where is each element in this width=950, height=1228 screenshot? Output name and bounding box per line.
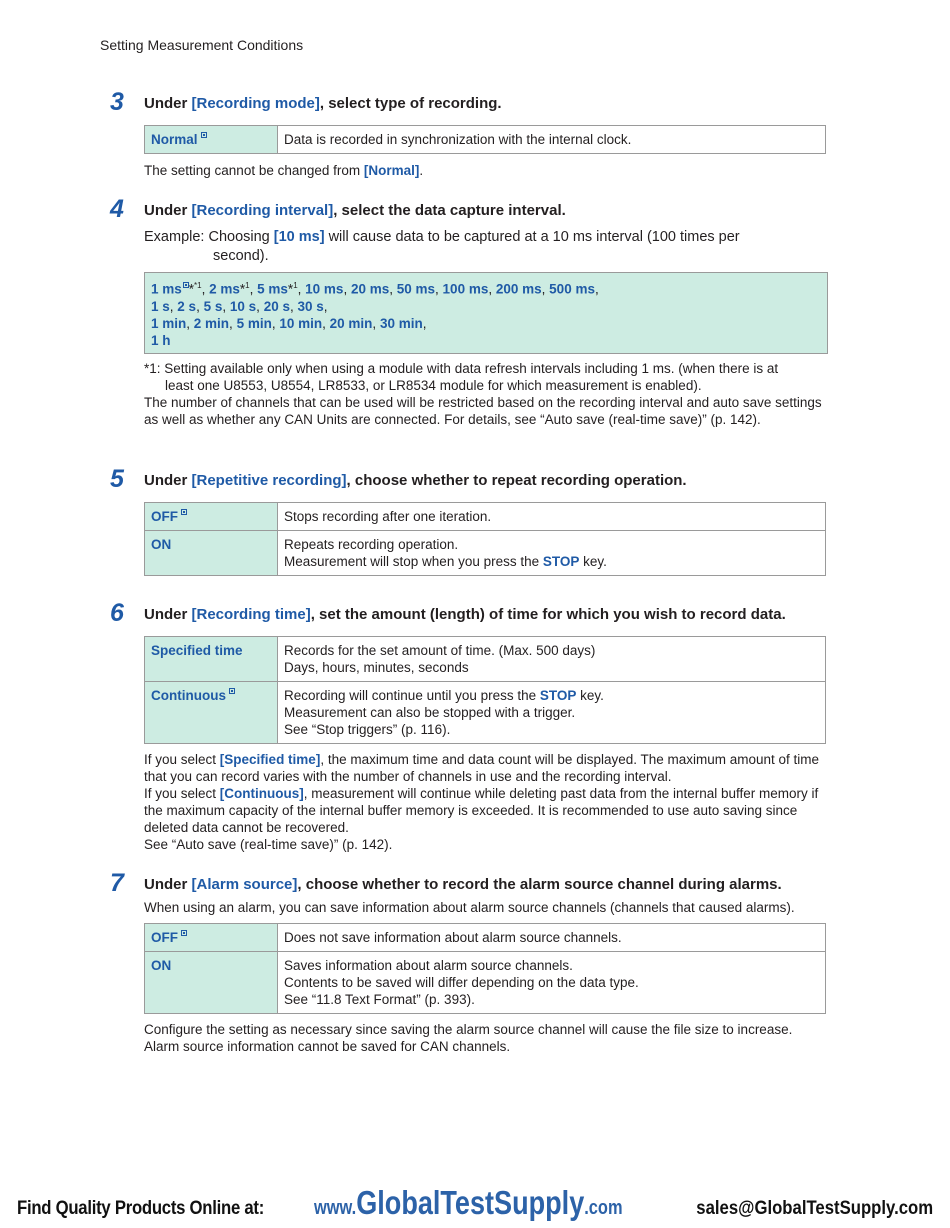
table-row (145, 126, 826, 154)
option-description: Recording will continue until you press the STOP key. Measurement can also be stopped with a trigger. See “Stop triggers” (p. 116). (278, 682, 826, 744)
option-key: OFF (145, 503, 278, 531)
setting-name: [Recording interval] (191, 202, 334, 219)
option-key: OFF (145, 924, 278, 952)
table-row (145, 637, 826, 682)
option-key: ON (145, 952, 278, 1014)
default-setting-icon (181, 509, 187, 515)
option-key: ON (145, 531, 278, 576)
option-description: Records for the set amount of time. (Max. 500 days) Days, hours, minutes, seconds (278, 637, 826, 682)
step-number: 6 (110, 599, 124, 627)
option-description: Data is recorded in synchronization with the internal clock. (278, 126, 826, 154)
alarm-source-table (144, 923, 826, 1014)
interval-row-ms: 1 ms *$^{*1}$, 2 ms*$^1$, 5 ms*$^1$, 10 ms, 20 ms, 50 ms, 100 ms, 200 ms, 500 ms, (151, 281, 599, 297)
setting-name: [Recording mode] (191, 95, 320, 112)
step-6-notes: If you select [Specified time], the maximum time and data count will be displayed. The maximum amount of time that you can record varies with the number of channels in use and the recording interval. If you select [Continuous], measurement will continue while deleting past data from the internal buffer memory if the maximum capacity of the internal buffer memory is exceeded. It is recommended to use auto saving since deleted data cannot be recovered. See “Auto save (real-time save)” (p. 142). (144, 752, 820, 852)
step-4-example: Example: Choosing [10 ms] will cause data to be captured at a 10 ms interval (100 times per second). (144, 229, 740, 264)
recording-interval-options (144, 272, 828, 354)
step-number: 7 (110, 869, 124, 897)
option-description: Stops recording after one iteration. (278, 503, 826, 531)
step-7-notes: Configure the setting as necessary since saving the alarm source channel will cause the file size to increase. Alarm source information cannot be saved for CAN channels. (144, 1022, 793, 1054)
step-heading: Under [Recording interval], select the data capture interval. (144, 202, 566, 219)
footer-banner (0, 1184, 950, 1228)
step-heading: Under [Recording mode], select type of recording. (144, 95, 502, 112)
interval-row-min: 1 min, 2 min, 5 min, 10 min, 20 min, 30 min, (151, 315, 427, 331)
step-heading: Under [Recording time], set the amount (length) of time for which you wish to record data. (144, 606, 786, 623)
option-description: Does not save information about alarm source channels. (278, 924, 826, 952)
footer-website-link[interactable]: www.GlobalTestSupply.com (314, 1184, 623, 1221)
recording-mode-table (144, 125, 826, 154)
step-4-notes: *1: Setting available only when using a module with data refresh intervals including 1 ms. (when there is at least one U8553, U8554, LR8533, or LR8534 module for which measurement is enabled). The number of channels that can be used will be restricted based on the recording interval and auto save settings as well as whether any CAN Units are connected. For details, see “Auto save (real-time save)” (p. 142). (144, 360, 824, 428)
step-7-intro: When using an alarm, you can save information about alarm source channels (channels that caused alarms). (144, 900, 795, 915)
option-key: Continuous (145, 682, 278, 744)
default-setting-icon (229, 688, 235, 694)
step-heading: Under [Repetitive recording], choose whether to repeat recording operation. (144, 472, 687, 489)
setting-name: [Recording time] (191, 606, 311, 623)
default-setting-icon (181, 930, 187, 936)
interval-row-h: 1 h (151, 332, 171, 348)
footer-tagline: Find Quality Products Online at: (17, 1198, 265, 1219)
repetitive-recording-table (144, 502, 826, 576)
option-key: Specified time (145, 637, 278, 682)
setting-name: [Repetitive recording] (191, 472, 347, 489)
step-3-note: The setting cannot be changed from [Normal]. (144, 163, 424, 178)
option-description: Saves information about alarm source channels. Contents to be saved will differ depending on the data type. See “11.8 Text Format” (p. 393). (278, 952, 826, 1014)
step-number: 4 (110, 195, 124, 223)
step-number: 5 (110, 465, 124, 493)
footnote: *1: Setting available only when using a module with data refresh intervals including 1 ms. (when there is at (144, 361, 779, 376)
table-row (145, 952, 826, 1014)
option-description: Repeats recording operation. Measurement will stop when you press the STOP key. (278, 531, 826, 576)
footer-email-link[interactable]: sales@GlobalTestSupply.com (696, 1198, 933, 1219)
step-heading: Under [Alarm source], choose whether to record the alarm source channel during alarms. (144, 876, 782, 893)
table-row (145, 531, 826, 576)
table-row (145, 924, 826, 952)
default-setting-icon (183, 282, 189, 288)
setting-name: [Alarm source] (191, 876, 298, 893)
section-title: Setting Measurement Conditions (100, 37, 304, 53)
step-number: 3 (110, 88, 124, 116)
recording-time-table (144, 636, 826, 744)
interval-row-s: 1 s, 2 s, 5 s, 10 s, 20 s, 30 s, (151, 298, 328, 314)
default-setting-icon (201, 132, 207, 138)
table-row (145, 682, 826, 744)
option-key: Normal (145, 126, 278, 154)
channel-restriction-note: The number of channels that can be used will be restricted based on the recording interval and auto save settings as well as whether any CAN Units are connected. For details, see “Auto save (real-time save)” (p. 142). (144, 395, 822, 427)
table-row (145, 503, 826, 531)
